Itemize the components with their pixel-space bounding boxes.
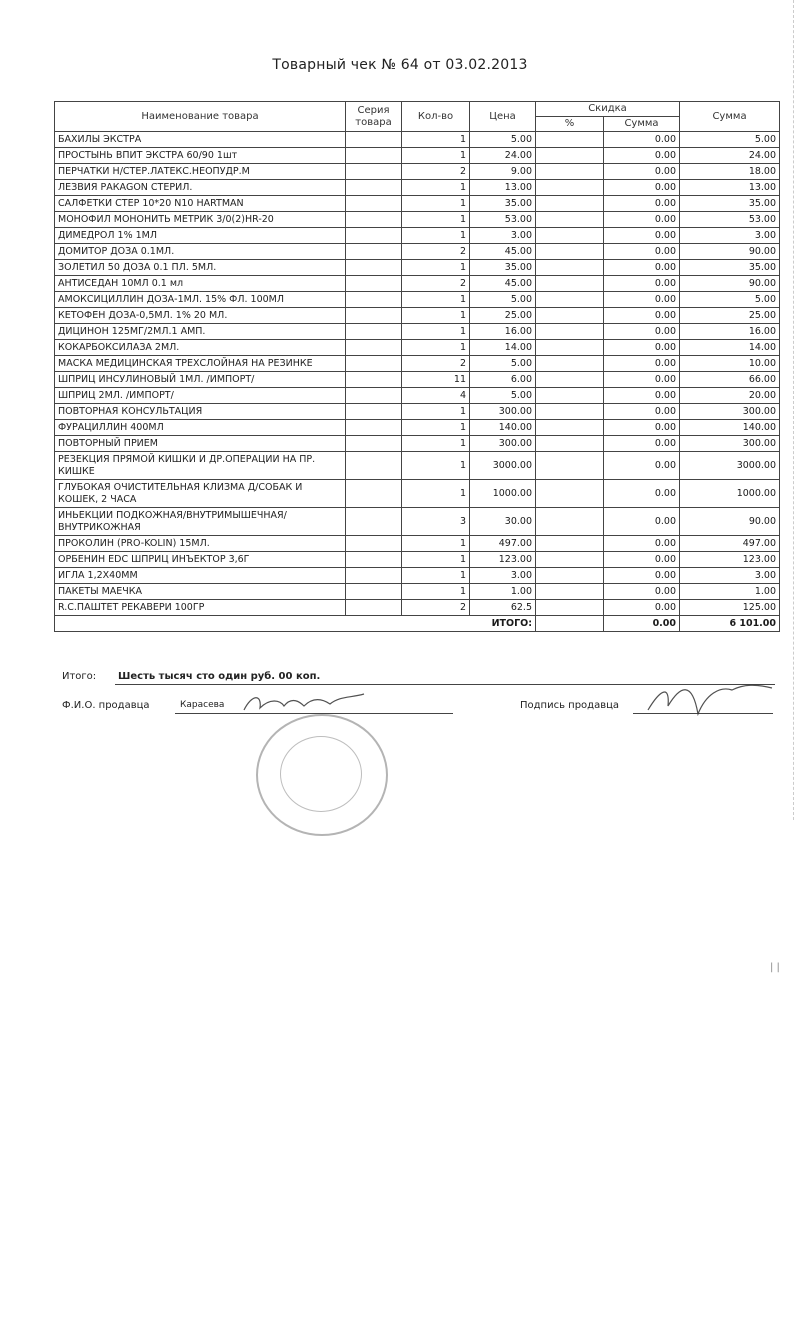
cell-sum: 53.00: [680, 212, 780, 228]
cell-price: 35.00: [470, 196, 536, 212]
cell-price: 35.00: [470, 260, 536, 276]
cell-sum: 5.00: [680, 292, 780, 308]
signature-label: Подпись продавца: [520, 700, 620, 711]
table-row: [55, 508, 780, 536]
cell-sum: 3000.00: [680, 452, 780, 480]
total-discount: 0.00: [604, 616, 680, 632]
cell-discount-pct: [536, 276, 604, 292]
cell-qty: 11: [402, 372, 470, 388]
cell-discount-sum: 0.00: [604, 436, 680, 452]
cell-name: КЕТОФЕН ДОЗА-0,5МЛ. 1% 20 МЛ.: [55, 308, 346, 324]
cell-name: АМОКСИЦИЛЛИН ДОЗА-1МЛ. 15% ФЛ. 100МЛ: [55, 292, 346, 308]
table-row: [55, 600, 780, 616]
cell-discount-pct: [536, 420, 604, 436]
cell-price: 3000.00: [470, 452, 536, 480]
cell-name: КОКАРБОКСИЛАЗА 2МЛ.: [55, 340, 346, 356]
seller-signature-2-icon: [640, 676, 780, 720]
cell-name: САЛФЕТКИ СТЕР 10*20 N10 HARTMAN: [55, 196, 346, 212]
total-row: [55, 616, 780, 632]
table-row: [55, 148, 780, 164]
cell-series: [346, 244, 402, 260]
cell-discount-pct: [536, 196, 604, 212]
total-label: ИТОГО:: [55, 616, 536, 632]
cell-qty: 1: [402, 324, 470, 340]
cell-discount-sum: 0.00: [604, 180, 680, 196]
table-row: [55, 308, 780, 324]
cell-price: 300.00: [470, 404, 536, 420]
cell-discount-pct: [536, 404, 604, 420]
cell-price: 1.00: [470, 584, 536, 600]
cell-discount-pct: [536, 340, 604, 356]
cell-sum: 35.00: [680, 260, 780, 276]
cell-qty: 1: [402, 292, 470, 308]
cell-series: [346, 480, 402, 508]
document-title: Товарный чек № 64 от 03.02.2013: [272, 57, 528, 73]
table-row: [55, 180, 780, 196]
footer-total-label: Итого:: [62, 671, 97, 682]
cell-price: 53.00: [470, 212, 536, 228]
cell-discount-pct: [536, 356, 604, 372]
cell-qty: 1: [402, 436, 470, 452]
cell-name: ПОВТОРНАЯ КОНСУЛЬТАЦИЯ: [55, 404, 346, 420]
cell-discount-pct: [536, 388, 604, 404]
cell-series: [346, 276, 402, 292]
cell-discount-pct: [536, 164, 604, 180]
cell-discount-sum: 0.00: [604, 196, 680, 212]
cell-price: 123.00: [470, 552, 536, 568]
cell-sum: 90.00: [680, 508, 780, 536]
cell-price: 25.00: [470, 308, 536, 324]
cell-discount-sum: 0.00: [604, 212, 680, 228]
cell-sum: 13.00: [680, 180, 780, 196]
table-row: [55, 340, 780, 356]
seller-name: Карасева: [180, 700, 225, 710]
cell-sum: 66.00: [680, 372, 780, 388]
table-row: [55, 388, 780, 404]
cell-series: [346, 324, 402, 340]
cell-discount-pct: [536, 132, 604, 148]
cell-series: [346, 536, 402, 552]
cell-series: [346, 420, 402, 436]
header-discount-pct: %: [536, 117, 604, 132]
cell-discount-pct: [536, 452, 604, 480]
cell-discount-pct: [536, 436, 604, 452]
cell-sum: 90.00: [680, 244, 780, 260]
cell-discount-pct: [536, 308, 604, 324]
scan-edge-artifact: [779, 0, 794, 820]
table-row: [55, 420, 780, 436]
cell-qty: 1: [402, 260, 470, 276]
table-row: [55, 436, 780, 452]
cell-price: 497.00: [470, 536, 536, 552]
cell-sum: 20.00: [680, 388, 780, 404]
table-row: [55, 584, 780, 600]
cell-discount-sum: 0.00: [604, 292, 680, 308]
cell-price: 5.00: [470, 132, 536, 148]
table-row: [55, 164, 780, 180]
cell-discount-sum: 0.00: [604, 536, 680, 552]
cell-discount-pct: [536, 536, 604, 552]
cell-qty: 1: [402, 536, 470, 552]
cell-discount-sum: 0.00: [604, 508, 680, 536]
cell-discount-pct: [536, 260, 604, 276]
cell-price: 62.5: [470, 600, 536, 616]
cell-discount-pct: [536, 244, 604, 260]
cell-qty: 1: [402, 452, 470, 480]
cell-discount-pct: [536, 568, 604, 584]
margin-mark: | |: [770, 962, 780, 973]
cell-qty: 1: [402, 212, 470, 228]
cell-series: [346, 196, 402, 212]
cell-discount-sum: 0.00: [604, 164, 680, 180]
cell-sum: 497.00: [680, 536, 780, 552]
footer-total-words: Шесть тысяч сто один руб. 00 коп.: [118, 671, 321, 682]
header-sum: Сумма: [680, 102, 780, 132]
cell-discount-sum: 0.00: [604, 480, 680, 508]
cell-discount-sum: 0.00: [604, 308, 680, 324]
cell-sum: 24.00: [680, 148, 780, 164]
cell-discount-sum: 0.00: [604, 356, 680, 372]
cell-name: ГЛУБОКАЯ ОЧИСТИТЕЛЬНАЯ КЛИЗМА Д/СОБАК И КОШЕК, 2 ЧАСА: [55, 480, 346, 508]
cell-price: 1000.00: [470, 480, 536, 508]
cell-price: 45.00: [470, 276, 536, 292]
cell-price: 5.00: [470, 388, 536, 404]
cell-discount-sum: 0.00: [604, 260, 680, 276]
cell-name: ИГЛА 1,2Х40ММ: [55, 568, 346, 584]
cell-series: [346, 552, 402, 568]
cell-discount-sum: 0.00: [604, 404, 680, 420]
cell-price: 13.00: [470, 180, 536, 196]
cell-sum: 125.00: [680, 600, 780, 616]
cell-qty: 2: [402, 164, 470, 180]
cell-series: [346, 508, 402, 536]
cell-discount-pct: [536, 600, 604, 616]
cell-name: ЛЕЗВИЯ РАКАGON СТЕРИЛ.: [55, 180, 346, 196]
header-series: Серия товара: [346, 102, 402, 132]
cell-qty: 3: [402, 508, 470, 536]
cell-sum: 140.00: [680, 420, 780, 436]
cell-discount-sum: 0.00: [604, 420, 680, 436]
cell-series: [346, 180, 402, 196]
cell-discount-sum: 0.00: [604, 568, 680, 584]
cell-qty: 4: [402, 388, 470, 404]
cell-name: ШПРИЦ 2МЛ. /ИМПОРТ/: [55, 388, 346, 404]
table-row: [55, 480, 780, 508]
cell-price: 45.00: [470, 244, 536, 260]
cell-discount-sum: 0.00: [604, 148, 680, 164]
cell-discount-pct: [536, 212, 604, 228]
header-price: Цена: [470, 102, 536, 132]
cell-series: [346, 132, 402, 148]
table-row: [55, 536, 780, 552]
cell-price: 9.00: [470, 164, 536, 180]
cell-discount-pct: [536, 480, 604, 508]
cell-series: [346, 212, 402, 228]
cell-discount-sum: 0.00: [604, 452, 680, 480]
cell-qty: 2: [402, 244, 470, 260]
cell-qty: 1: [402, 228, 470, 244]
cell-qty: 2: [402, 356, 470, 372]
cell-series: [346, 436, 402, 452]
cell-discount-sum: 0.00: [604, 584, 680, 600]
table-row: [55, 196, 780, 212]
table-row: [55, 568, 780, 584]
table-row: [55, 452, 780, 480]
cell-name: ДИМЕДРОЛ 1% 1МЛ: [55, 228, 346, 244]
cell-name: ДОМИТОР ДОЗА 0.1МЛ.: [55, 244, 346, 260]
cell-discount-sum: 0.00: [604, 276, 680, 292]
cell-qty: 1: [402, 180, 470, 196]
cell-series: [346, 568, 402, 584]
cell-name: ПРОСТЫНЬ ВПИТ ЭКСТРА 60/90 1шт: [55, 148, 346, 164]
cell-sum: 1.00: [680, 584, 780, 600]
header-name: Наименование товара: [55, 102, 346, 132]
cell-name: РЕЗЕКЦИЯ ПРЯМОЙ КИШКИ И ДР.ОПЕРАЦИИ НА ПР. КИШКЕ: [55, 452, 346, 480]
table-row: [55, 244, 780, 260]
table-body: [55, 132, 780, 616]
cell-name: ДИЦИНОН 125МГ/2МЛ.1 АМП.: [55, 324, 346, 340]
cell-qty: 1: [402, 568, 470, 584]
cell-name: ОРБЕНИН EDC ШПРИЦ ИНЪЕКТОР 3,6Г: [55, 552, 346, 568]
cell-qty: 1: [402, 420, 470, 436]
cell-series: [346, 164, 402, 180]
cell-name: R.C.ПАШТЕТ РЕКАВЕРИ 100ГР: [55, 600, 346, 616]
cell-name: МОНОФИЛ МОНОНИТЬ МЕТРИК 3/0(2)HR-20: [55, 212, 346, 228]
cell-sum: 18.00: [680, 164, 780, 180]
stamp-inner-ring: [280, 736, 362, 812]
cell-sum: 123.00: [680, 552, 780, 568]
cell-name: БАХИЛЫ ЭКСТРА: [55, 132, 346, 148]
cell-discount-pct: [536, 552, 604, 568]
receipt-table: [54, 101, 780, 632]
table-row: [55, 260, 780, 276]
cell-sum: 3.00: [680, 568, 780, 584]
cell-discount-pct: [536, 372, 604, 388]
cell-qty: 1: [402, 584, 470, 600]
cell-price: 5.00: [470, 356, 536, 372]
cell-discount-sum: 0.00: [604, 388, 680, 404]
total-pct: [536, 616, 604, 632]
total-sum: 6 101.00: [680, 616, 780, 632]
cell-qty: 2: [402, 276, 470, 292]
table-row: [55, 404, 780, 420]
cell-discount-sum: 0.00: [604, 324, 680, 340]
cell-qty: 1: [402, 132, 470, 148]
cell-price: 14.00: [470, 340, 536, 356]
cell-qty: 1: [402, 340, 470, 356]
cell-sum: 16.00: [680, 324, 780, 340]
stamp-seal-icon: [256, 714, 388, 836]
table-row: [55, 324, 780, 340]
header-discount: Скидка: [536, 102, 680, 117]
cell-name: МАСКА МЕДИЦИНСКАЯ ТРЕХСЛОЙНАЯ НА РЕЗИНКЕ: [55, 356, 346, 372]
cell-series: [346, 308, 402, 324]
cell-sum: 1000.00: [680, 480, 780, 508]
cell-sum: 90.00: [680, 276, 780, 292]
cell-name: ПРОКОЛИН (PRO-KOLIN) 15МЛ.: [55, 536, 346, 552]
cell-discount-pct: [536, 584, 604, 600]
cell-discount-sum: 0.00: [604, 372, 680, 388]
cell-series: [346, 292, 402, 308]
cell-discount-pct: [536, 180, 604, 196]
cell-price: 6.00: [470, 372, 536, 388]
cell-price: 30.00: [470, 508, 536, 536]
cell-discount-sum: 0.00: [604, 228, 680, 244]
cell-discount-pct: [536, 148, 604, 164]
cell-price: 5.00: [470, 292, 536, 308]
cell-name: ПАКЕТЫ МАЕЧКА: [55, 584, 346, 600]
cell-series: [346, 148, 402, 164]
table-row: [55, 228, 780, 244]
cell-qty: 1: [402, 308, 470, 324]
cell-price: 3.00: [470, 568, 536, 584]
cell-discount-sum: 0.00: [604, 244, 680, 260]
cell-qty: 2: [402, 600, 470, 616]
cell-qty: 1: [402, 480, 470, 508]
cell-series: [346, 260, 402, 276]
cell-discount-sum: 0.00: [604, 340, 680, 356]
cell-series: [346, 452, 402, 480]
table-row: [55, 292, 780, 308]
cell-discount-sum: 0.00: [604, 552, 680, 568]
cell-price: 3.00: [470, 228, 536, 244]
cell-sum: 300.00: [680, 404, 780, 420]
cell-series: [346, 600, 402, 616]
cell-qty: 1: [402, 552, 470, 568]
cell-price: 16.00: [470, 324, 536, 340]
cell-sum: 25.00: [680, 308, 780, 324]
cell-series: [346, 372, 402, 388]
cell-discount-pct: [536, 292, 604, 308]
cell-sum: 35.00: [680, 196, 780, 212]
cell-name: ШПРИЦ ИНСУЛИНОВЫЙ 1МЛ. /ИМПОРТ/: [55, 372, 346, 388]
table-row: [55, 132, 780, 148]
cell-series: [346, 340, 402, 356]
table-row: [55, 552, 780, 568]
cell-series: [346, 404, 402, 420]
cell-name: ПЕРЧАТКИ Н/СТЕР.ЛАТЕКС.НЕОПУДР.M: [55, 164, 346, 180]
cell-qty: 1: [402, 196, 470, 212]
cell-sum: 10.00: [680, 356, 780, 372]
cell-discount-sum: 0.00: [604, 600, 680, 616]
cell-series: [346, 388, 402, 404]
cell-name: ПОВТОРНЫЙ ПРИЕМ: [55, 436, 346, 452]
cell-series: [346, 584, 402, 600]
cell-discount-pct: [536, 508, 604, 536]
cell-name: ФУРАЦИЛЛИН 400МЛ: [55, 420, 346, 436]
cell-discount-sum: 0.00: [604, 132, 680, 148]
cell-price: 140.00: [470, 420, 536, 436]
table-row: [55, 212, 780, 228]
cell-sum: 5.00: [680, 132, 780, 148]
header-discount-sum: Сумма: [604, 117, 680, 132]
cell-sum: 14.00: [680, 340, 780, 356]
cell-discount-pct: [536, 324, 604, 340]
cell-sum: 300.00: [680, 436, 780, 452]
seller-label: Ф.И.О. продавца: [62, 700, 150, 711]
cell-series: [346, 228, 402, 244]
table-row: [55, 356, 780, 372]
table-row: [55, 276, 780, 292]
cell-qty: 1: [402, 404, 470, 420]
cell-name: ИНЬЕКЦИИ ПОДКОЖНАЯ/ВНУТРИМЫШЕЧНАЯ/ВНУТРИКОЖНАЯ: [55, 508, 346, 536]
cell-price: 24.00: [470, 148, 536, 164]
cell-name: АНТИСЕДАН 10МЛ 0.1 мл: [55, 276, 346, 292]
header-qty: Кол-во: [402, 102, 470, 132]
cell-sum: 3.00: [680, 228, 780, 244]
cell-discount-pct: [536, 228, 604, 244]
cell-name: ЗОЛЕТИЛ 50 ДОЗА 0.1 ПЛ. 5МЛ.: [55, 260, 346, 276]
cell-series: [346, 356, 402, 372]
cell-qty: 1: [402, 148, 470, 164]
table-row: [55, 372, 780, 388]
cell-price: 300.00: [470, 436, 536, 452]
